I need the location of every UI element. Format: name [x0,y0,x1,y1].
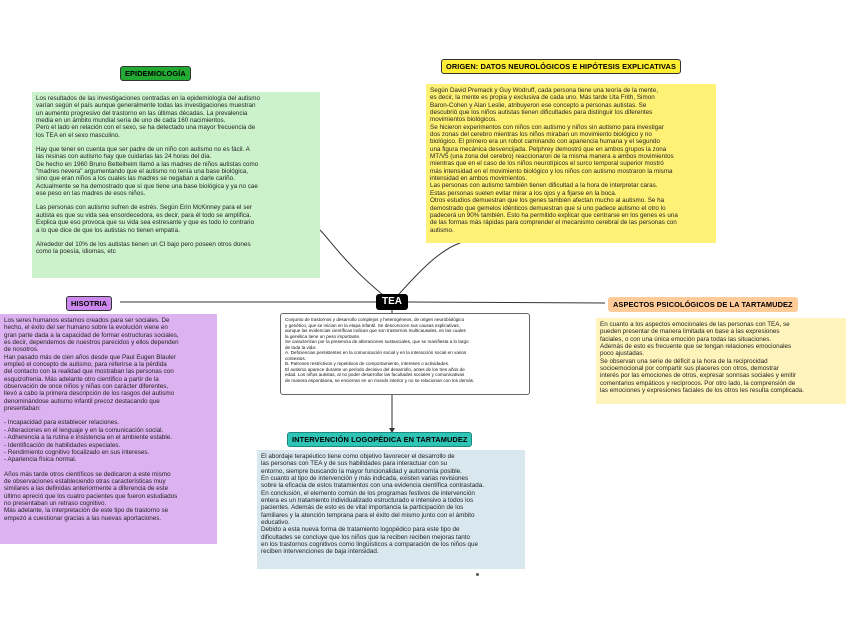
text-line: Hay que tener en cuenta que ser padre de un niño con autismo no es fácil. A [36,146,250,154]
text-line: Los resultados de las investigaciones centradas en la epidemiología del autismo [36,95,261,102]
text-line: Estas personas suelen evitar mirar a los ojos y a fijarse en la boca. [430,189,617,197]
text-line: reciben intervenciones de baja intensidad. [261,548,379,556]
text-line: empleó el concepto de autismo, para referirse a la pérdida [4,361,167,369]
text-line: De hecho en 1960 Bruno Bettelheim llamó a las madres de niños autistas como [36,160,259,168]
text-line: llevó a cabo la primera descripción de los rasgos del autismo [4,390,175,398]
text-line: En cuanto al tipo de intervención y más indicada, existen varias revisiones [261,475,469,483]
epidemiologia-title[interactable]: EPIDEMIOLOGÍA [120,66,191,81]
text-line: Baron-Cohen y Alan Leslie, atribuyeron ese concepto a personas autistas. Se [430,101,647,109]
text-line: la genética tiene un peso importante. [285,333,361,339]
text-line: Las personas con autismo sufren de estrés. Según Erin McKinney para el ser [36,204,252,212]
text-line: padecerá un 90% también. Esto ha permitido explicar que centrarse en los genes es una [430,211,678,219]
text-line: y genético, que se inician en la etapa infantil. Se desconocen sus causas explicativas, [285,322,460,328]
text-line: A. Deficiencias persistentes en la comunicación social y en la interacción social en varios [285,350,467,355]
text-line: interés por las emociones de otros, expresar sonrisas sociales y emitir [600,372,796,380]
text-line: - Adherencia a la rutina e insistencia en el ambiente estable. [4,434,173,442]
text-line: entorno, siempre buscando la mayor funcionalidad y autonomía posible. [261,467,462,475]
text-line: dos zonas del cerebro mientras los niños miraban un movimiento biológico y no [430,131,652,139]
text-line: Otros estudios demuestran que los genes también afectan mucho al autismo. Se ha [430,197,665,205]
text-line: los TEA en el sexo masculino. [36,131,120,139]
text-line: Debido a esta nueva forma de tratamiento logopédico para este tipo de [261,526,460,534]
text-line: contextos. [285,355,306,361]
paragraph-gap [36,139,316,146]
text-line: Años más tarde otros científicos se dedicaron a este mismo [4,470,171,478]
text-line: en los trastornos cognitivos como lingüísticos a comparación de los niños que [261,541,479,549]
text-line: de observaciones estableciendo otras características muy [4,477,166,485]
connector-epidemiologia [320,230,392,302]
text-line: Conjunto de trastornos y desarrollo complejos y heterogéneos, de origen neurobiológico [285,317,465,322]
text-line: aunque las evidencias científicas indican que son trastornos multicausales, en las cuales [285,328,466,333]
text-line: es decir, dependemos de nuestros parecidos y ellos dependen [4,339,179,347]
text-line: edad. Los niños autistas, al no poder desarrollar las facultades sociales y comunicativas [285,372,465,377]
text-line: comentarios empáticos y recíprocos. Por otro lado, la comprensión de [600,379,796,387]
text-line: poco ajustadas. [600,350,645,358]
origen-box [426,84,716,243]
text-line: más intensidad en el movimiento biológico y los niños con autismo mostraron la misma [430,167,673,175]
text-line: presentaban: [4,405,41,413]
text-line: las emociones y expresiones faciales de los otros les resulta complicada. [600,387,805,395]
text-line: observación de once niños y niñas con carácter diferentes, [4,383,169,391]
text-line: autista es que su vida sea ensordecedora, es decir, para él todo se amplifica. [36,211,252,219]
text-line: Las personas con autismo también tienen dificultad a la hora de interpretar caras. [430,182,658,190]
text-line: varían según el país aunque generalmente todas las investigaciones muestran [36,102,256,110]
text-line: Actualmente se ha demostrado que sí que tiene una base biológica y ya no cae [36,182,258,190]
intervencion-box [257,450,525,569]
text-line: las personas con TEA y de sus habilidades para interactuar con su [261,460,448,468]
text-line: - Incapacidad para establecer relaciones. [4,419,120,427]
text-line: entera es un tratamiento individualizado estructurado e intensivo a todos los [261,497,474,505]
text-line: socioemocional por compartir sus placeres con otros, demostrar [600,365,779,373]
text-line: biológico. El primero era un robot caminando con apariencia humana y el segundo [430,138,660,146]
text-line: - Rendimiento cognitivo focalizado en sus intereses. [4,448,150,456]
text-line: media en un ámbito mundial sería de uno de cada 160 nacimientos. [36,117,226,125]
text-line: último apreció que los cuatro pacientes que fueron estudiados [4,492,178,500]
text-line: no presentaban un retraso cognitivo. [4,499,107,507]
decorative-dot [476,573,479,576]
text-line: dificultades se concluye que los niños que la reciben reciben mejoras tanto [261,533,470,541]
text-line: - Alteraciones en el lenguaje y en la comunicación social. [4,426,164,434]
text-line: Se observan una serie de déficit a la hora de la reciprocidad [600,357,768,365]
text-line: sino que eran niños a los cuales las madres se negaban a darle cariño. [36,175,235,183]
text-line: En cuanto a los aspectos emocionales de las personas con TEA, se [600,321,790,328]
text-line: El autismo aparece durante un periodo decisivo del desarrollo, antes de los tres años de [285,366,465,372]
text-line: familiares y la atención temprana para el éxito del mismo junto con el ámbito [261,511,475,519]
text-line: similares a las definidas anteriormente a diferencia de este [4,485,169,493]
text-line: hecho, el éxito del ser humano sobre la evolución viene en [4,324,168,332]
text-line: MT/V5 (una zona del cerebro) reaccionaron de la misma manera a ambos movimientos [430,153,674,161]
text-line: de nosotros. [4,346,39,354]
text-line: denominándose autismo infantil precoz destacando que [4,397,160,405]
text-line: una figura mecánica desvencijada. Pelphrey demostró que en ambos grupos la zona [430,145,667,153]
text-line: como la poesía, idiomas, etc [36,248,116,256]
text-line: "madres nevera" argumentando que el autismo no tenía una base biológica, [36,168,249,176]
text-line: descubrió que los niños autistas tienen dificultades para distinguir los diferentes [430,109,653,117]
tea-description-box [280,313,530,395]
text-line: El abordaje terapéutico tiene como objetivo favorecer el desarrollo de [261,453,455,460]
text-line: Se caracterizan por la presencia de alteraciones sustanciales, que se manifiesta a lo largo [285,339,469,344]
historia-title[interactable]: HISOTRIA [66,296,112,311]
paragraph-gap [36,197,316,204]
text-line: a lo que dice de que los autistas no tienen empatía. [36,226,180,234]
text-line: - Apariencia física normal. [4,456,77,464]
origen-title[interactable]: ORIGEN: DATOS NEUROLÓGICOS E HIPÓTESIS EXPLICATIVAS [441,59,681,74]
aspectos-box [596,318,846,404]
text-line: un aumento progresivo del trastorno en las últimas décadas. La prevalencia [36,109,248,117]
text-line: ese peso en las madres de esos niños. [36,190,146,198]
intervencion-title[interactable]: INTERVENCIÓN LOGOPÉDICA EN TARTAMUDEZ [287,432,472,447]
aspectos-title[interactable]: ASPECTOS PSICOLÓGICOS DE LA TARTAMUDEZ [608,297,798,312]
text-line: - Identificación de habilidades especiales. [4,441,121,449]
text-line: Alrededor del 10% de los autistas tienen un CI bajo pero poseen otros dones [36,240,251,248]
text-line: gran parte dada a la capacidad de formar estructuras sociales, [4,331,179,339]
historia-box [0,314,217,544]
paragraph-gap [36,234,316,241]
text-line: es decir, la mente es propia y exclusiva de cada uno. Más tarde Uta Frith, Simon [430,94,655,102]
text-line: educativo. [261,519,290,527]
text-line: Se hicieron experimentos con niños con autismo y niños sin autismo para investigar [430,123,664,131]
central-topic-tea[interactable]: TEA [376,294,408,310]
text-line: Han pasado más de cien años desde que Paul Eugen Blauler [4,353,176,361]
text-line: del contacto con la realidad que mostraban las personas con [4,368,174,376]
text-line: demostrado que gemelos idénticos demuestran que si uno padece autismo el otro lo [430,204,666,212]
paragraph-gap [4,464,213,471]
text-line: pacientes. Además de esto es de vital importancia la participación de los [261,504,464,512]
text-line: de las formas más rápidas para comprender el mecanismo cerebral de las personas con [430,219,677,227]
text-line: Más adelante, la interpretación de este tipo de trastorno se [4,507,169,515]
text-line: faciales, o con una única emoción para todas las situaciones. [600,335,772,343]
paragraph-gap [4,412,213,419]
text-line: empezó a cuestionar gracias a las nuevas aportaciones. [4,514,162,522]
text-line: Pero el lado en relación con el sexo, se ha detectado una mayor frecuencia de [36,124,256,132]
text-line: de manera espontánea, se encierran en un mundo interior y no se relacionan con los demás. [285,377,475,383]
text-line: esquizofrenia. Más adelante otro científico a partir de la [4,375,159,383]
text-line: En conclusión, el elemento común de los programas festivos de intervención [261,489,475,497]
text-line: Explica que eso provoca que su vida sea estresante y que es todo lo contrario [36,219,255,227]
text-line: de toda la vida: [285,344,317,350]
text-line: sobre la eficacia de estos tratamientos con una evidencia científica contrastada. [261,482,484,490]
connector-aspectos [408,302,605,303]
text-line: Según David Premack y Guy Wodruff, cada persona tiene una teoría de la mente, [430,87,658,94]
text-line: Además de esto es frecuente que se tengan relaciones emocionales [600,343,792,351]
text-line: movimientos biológicos. [430,116,497,124]
text-line: Los seres humanos estamos creados para ser sociales. De [4,317,170,324]
text-line: autismo. [430,226,454,234]
text-line: las resinas con autismo hay que cuidarlas las 24 horas del día. [36,153,212,161]
text-line: mientras que en el caso de los niños neurotípicos el surco temporal superior mostró [430,160,664,168]
text-line: B. Patrones restrictivos y repetitivos de comportamiento, intereses o actividades. [285,361,450,366]
text-line: intensidad en ambos movimientos. [430,175,527,183]
epidemiologia-box [32,92,320,278]
text-line: pueden presentar de manera limitada en base a las expresiones [600,328,780,336]
